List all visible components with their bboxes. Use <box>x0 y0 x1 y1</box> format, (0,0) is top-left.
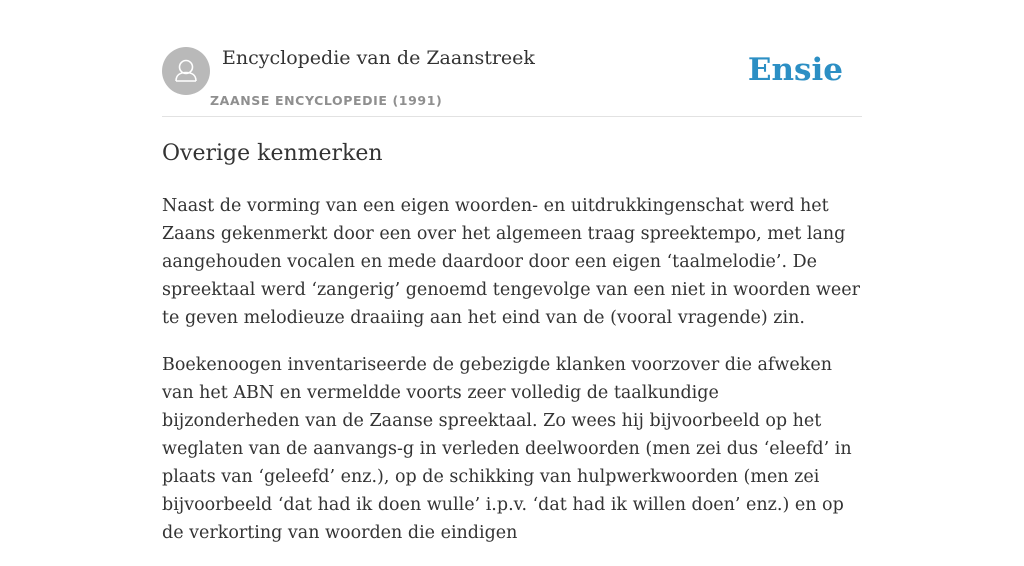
article-heading: Overige kenmerken <box>162 141 383 166</box>
article-paragraph: Naast de vorming van een eigen woorden- en uitdrukkingenschat werd het Zaans gekenmerkt door een over het algemeen traag spreektempo, met lang aangehouden vocalen en mede daardoor door een eigen ‘taalmelodie’. De spreektaal werd ‘zangerig’ genoemd tengevolge van een niet in woorden weer te geven melodieuze draaiing aan het eind van de (vooral vragende) zin. <box>162 196 860 328</box>
brand-logo-link[interactable]: Ensie <box>747 52 843 88</box>
user-icon[interactable] <box>162 47 210 95</box>
source-subtitle: ZAANSE ENCYCLOPEDIE (1991) <box>210 93 443 108</box>
user-icon-graphic <box>162 47 210 95</box>
source-title[interactable]: Encyclopedie van de Zaanstreek <box>222 47 535 69</box>
source-header <box>162 46 862 117</box>
article-paragraph: Boekenoogen inventariseerde de gebezigde klanken voorzover die afweken van het ABN en vermeldde voorts zeer volledig de taalkundige bijzonderheden van de Zaanse spreektaal. Zo wees hij bijvoorbeeld op het weglaten van de aanvangs-g in verleden deelwoorden (men zei dus ‘eleefd’ in plaats van ‘geleefd’ enz.), op de schikking van hulpwerkwoorden (men zei bijvoorbeeld ‘dat had ik doen wulle’ i.p.v. ‘dat had ik willen doen’ enz.) en op de verkorting van woorden die eindigen <box>162 355 852 543</box>
article-body <box>162 192 862 566</box>
